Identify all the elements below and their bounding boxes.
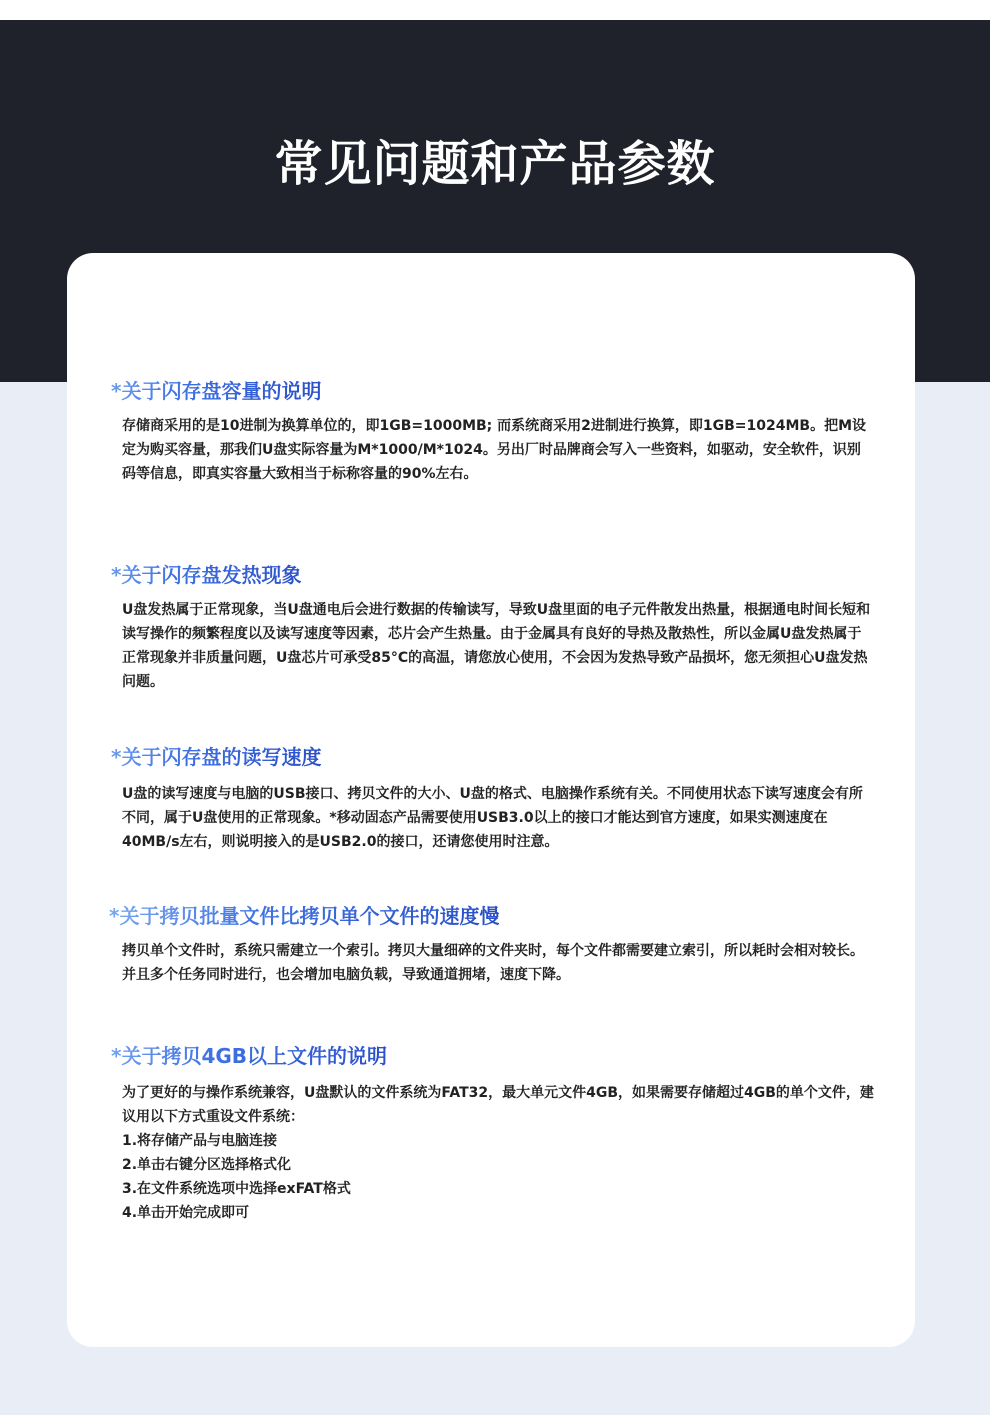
faq-section-batch-copy (67, 901, 915, 987)
faq-section-speed (67, 742, 915, 854)
faq-section-heat (67, 560, 915, 694)
section-title: *关于闪存盘的读写速度 (67, 742, 321, 772)
top-strip (0, 0, 990, 20)
format-steps-list (122, 1129, 874, 1225)
section-title: *关于闪存盘容量的说明 (67, 376, 321, 406)
section-text: 拷贝单个文件时，系统只需建立一个索引。拷贝大量细碎的文件夹时，每个文件都需要建立索引，所以耗时会相对较长。并且多个任务同时进行，也会增加电脑负载，导致通道拥堵，速度下降。 (122, 943, 864, 983)
format-step: 3.在文件系统选项中选择exFAT格式 (122, 1181, 351, 1197)
section-title: *关于闪存盘发热现象 (67, 560, 301, 590)
format-step: 1.将存储产品与电脑连接 (122, 1133, 278, 1149)
page-title: 常见问题和产品参数 (274, 136, 716, 192)
section-text: 为了更好的与操作系统兼容，U盘默认的文件系统为FAT32，最大单元文件4GB，如果需要存储超过4GB的单个文件，建议用以下方式重设文件系统： (122, 1085, 874, 1125)
faq-section-4gb-files (67, 1041, 915, 1225)
section-title: *关于拷贝批量文件比拷贝单个文件的速度慢 (67, 901, 499, 931)
section-body (122, 1081, 874, 1225)
section-text: U盘发热属于正常现象，当U盘通电后会进行数据的传输读写，导致U盘里面的电子元件散发出热量，根据通电时间长短和读写操作的频繁程度以及读写速度等因素，芯片会产生热量。由于金属具有良好的导热及散热性，所以金属U盘发热属于正常现象并非质量问题，U盘芯片可承受85°C的高温，请您放心使用，不会因为发热导致产品损坏，您无须担心U盘发热问题。 (122, 602, 871, 690)
format-step: 2.单击右键分区选择格式化 (122, 1157, 292, 1173)
section-text: 存储商采用的是10进制为换算单位的，即1GB=1000MB; 而系统商采用2进制进行换算，即1GB=1024MB。把M设定为购买容量，那我们U盘实际容量为M*1000/M*1024。另出厂时品牌商会写入一些资料，如驱动，安全软件，识别码等信息，即真实容量大致相当于标称容量的90%左右。 (122, 418, 867, 482)
section-body (122, 414, 874, 486)
faq-card (67, 253, 915, 1347)
section-text: U盘的读写速度与电脑的USB接口、拷贝文件的大小、U盘的格式、电脑操作系统有关。不同使用状态下读写速度会有所不同，属于U盘使用的正常现象。*移动固态产品需要使用USB3.0以上的接口才能达到官方速度，如果实测速度在40MB/s左右，则说明接入的是USB2.0的接口，还请您使用时注意。 (122, 786, 863, 850)
format-step: 4.单击开始完成即可 (122, 1205, 250, 1221)
section-body (122, 782, 874, 854)
section-body (122, 598, 874, 694)
section-title: *关于拷贝4GB以上文件的说明 (67, 1041, 387, 1071)
section-body (122, 939, 874, 987)
faq-section-capacity (67, 376, 915, 486)
